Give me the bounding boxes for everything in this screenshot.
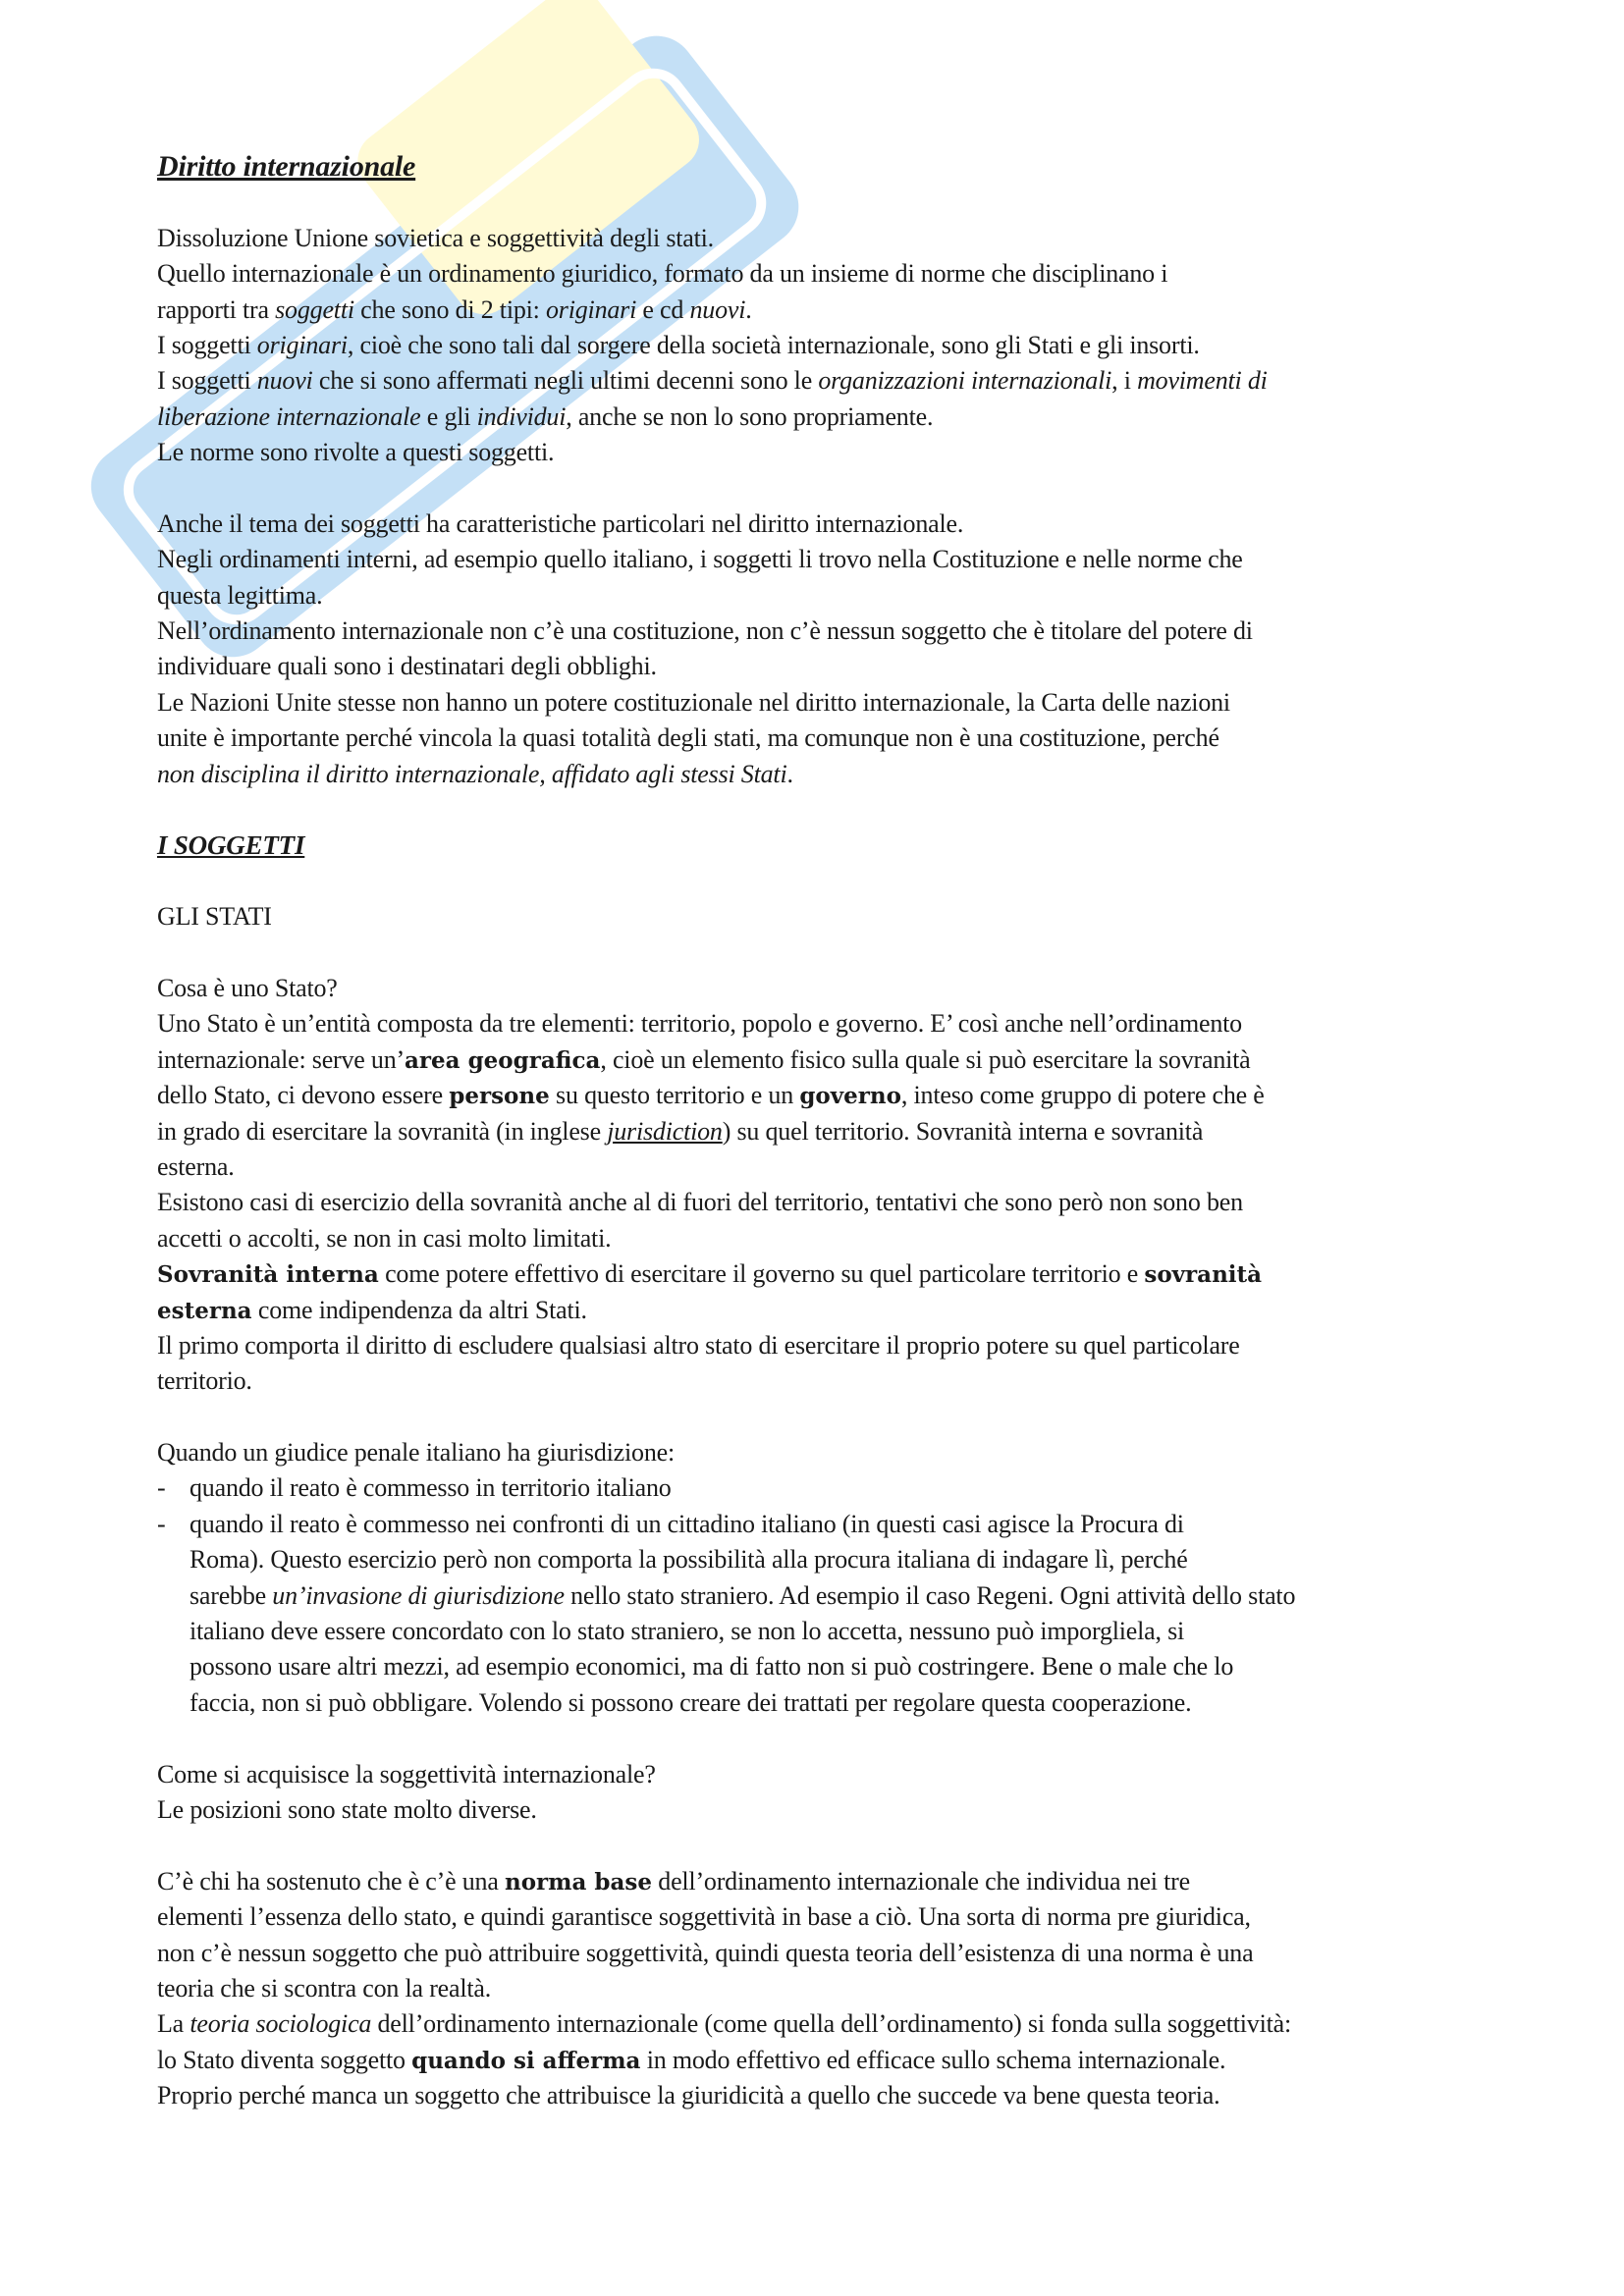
- text-run: unite è importante perché vincola la quasi totalità degli stati, ma comunque non è una costituzione, perché: [157, 723, 1219, 753]
- text-line: [157, 1114, 1532, 1149]
- text-run: e cd: [636, 294, 690, 324]
- text-run: lo Stato diventa soggetto: [157, 2045, 412, 2074]
- text-run: Roma). Questo esercizio però non comporta la possibilità alla procura italiana di indagare lì, perché: [189, 1545, 1188, 1575]
- bullet-dash: -: [157, 1473, 166, 1503]
- text-line: [157, 149, 1532, 185]
- text-run: territorio.: [157, 1366, 252, 1396]
- text-run: esterna: [157, 1297, 252, 1324]
- text-run: dello Stato, ci devono essere: [157, 1081, 450, 1110]
- text-run: dell’ordinamento internazionale (come quella dell’ordinamento) si fonda sulla soggettività:: [371, 2009, 1291, 2039]
- text-run: teoria che si scontra con la realtà.: [157, 1973, 492, 2002]
- text-line: [157, 221, 1532, 256]
- text-run: La: [157, 2009, 190, 2039]
- text-run: sovranità: [1144, 1261, 1263, 1289]
- text-line: [157, 685, 1532, 721]
- text-run: originari: [256, 330, 348, 359]
- text-line: [157, 649, 1532, 684]
- bullet-line: [157, 1470, 1532, 1506]
- text-run: Esistono casi di esercizio della sovranità anche al di fuori del territorio, tentativi che sono però non sono ben: [157, 1188, 1243, 1217]
- text-run: sarebbe: [189, 1580, 273, 1610]
- text-run: nuovi: [256, 366, 313, 396]
- text-run: rapporti tra: [157, 294, 276, 324]
- text-line: [157, 1757, 1532, 1792]
- text-line: [157, 2006, 1532, 2042]
- text-run: come indipendenza da altri Stati.: [251, 1295, 587, 1324]
- text-run: governo: [799, 1083, 901, 1110]
- text-run: elementi l’essenza dello stato, e quindi garantisce soggettività in base a ciò. Una sorta di norma pre giuridica,: [157, 1902, 1251, 1932]
- text-line: [157, 400, 1532, 435]
- text-run: nello stato straniero. Ad esempio il caso Regeni. Ogni attività dello stato: [564, 1580, 1296, 1610]
- blank-line: [157, 1828, 1532, 1863]
- text-run: area geografica: [405, 1046, 601, 1074]
- text-line: [157, 1936, 1532, 1971]
- text-run: possono usare altri mezzi, ad esempio economici, ma di fatto non si può costringere. Bene o male che lo: [189, 1652, 1234, 1682]
- text-line: [157, 363, 1532, 399]
- text-run: non disciplina il diritto internazionale, affidato agli stessi Stati: [157, 759, 787, 788]
- text-run: individuare quali sono i destinatari degli obblighi.: [157, 652, 657, 681]
- blank-line: [157, 1400, 1532, 1435]
- text-line: [157, 293, 1532, 328]
- text-run: Come si acquisisce la soggettività internazionale?: [157, 1759, 656, 1789]
- text-run: accetti o accolti, se non in casi molto limitati.: [157, 1223, 612, 1253]
- text-line: [157, 2043, 1532, 2078]
- text-run: Sovranità interna: [157, 1261, 379, 1289]
- text-line: [157, 1078, 1532, 1113]
- text-run: non c’è nessun soggetto che può attribuire soggettività, quindi questa teoria dell’esistenza di una norma è una: [157, 1938, 1254, 1967]
- text-line: [157, 1293, 1532, 1328]
- blank-line: [157, 471, 1532, 507]
- page-title: Diritto internazionale: [157, 150, 416, 183]
- text-run: nuovi: [689, 294, 746, 324]
- text-run: jurisdiction: [607, 1116, 723, 1146]
- text-run: .: [786, 759, 793, 788]
- text-line: [157, 614, 1532, 649]
- text-run: su questo territorio e un: [549, 1081, 800, 1110]
- section-heading: I SOGGETTI: [157, 830, 305, 861]
- text-run: movimenti di: [1137, 366, 1268, 396]
- text-run: , inteso come gruppo di potere che è: [900, 1081, 1265, 1110]
- text-run: Negli ordinamenti interni, ad esempio quello italiano, i soggetti li trovo nella Costituzione e nelle norme che: [157, 545, 1243, 574]
- text-line: [157, 1185, 1532, 1220]
- document-page: [157, 149, 1532, 2113]
- text-run: norma base: [504, 1868, 652, 1896]
- text-run: Dissoluzione Unione sovietica e soggettività degli stati.: [157, 223, 714, 252]
- blank-line: [157, 864, 1532, 899]
- text-run: in grado di esercitare la sovranità (in inglese: [157, 1116, 608, 1146]
- text-run: individui: [476, 401, 567, 431]
- text-run: faccia, non si può obbligare. Volendo si possono creare dei trattati per regolare questa cooperazione.: [189, 1687, 1192, 1717]
- text-run: Le norme sono rivolte a questi soggetti.: [157, 438, 555, 467]
- text-run: persone: [449, 1083, 550, 1110]
- bullet-line: [157, 1614, 1532, 1649]
- text-run: soggetti: [275, 294, 354, 324]
- text-line: [157, 971, 1532, 1006]
- text-line: [157, 1042, 1532, 1078]
- text-line: [157, 899, 1532, 934]
- text-run: Proprio perché manca un soggetto che attribuisce la giuridicità a quello che succede va bene questa teoria.: [157, 2081, 1220, 2110]
- bullet-line: [157, 1649, 1532, 1684]
- blank-line: [157, 185, 1532, 220]
- text-line: [157, 1435, 1532, 1470]
- bullet-line: [157, 1542, 1532, 1577]
- text-run: , i: [1111, 366, 1138, 396]
- text-run: quando il reato è commesso in territorio italiano: [189, 1473, 672, 1503]
- text-run: in modo effettivo ed efficace sullo schema internazionale.: [640, 2045, 1226, 2074]
- text-line: [157, 1792, 1532, 1828]
- text-run: C’è chi ha sostenuto che è c’è una: [157, 1866, 505, 1896]
- text-run: che sono di 2 tipi:: [353, 294, 546, 324]
- text-run: GLI STATI: [157, 902, 272, 932]
- text-line: [157, 435, 1532, 470]
- text-run: Uno Stato è un’entità composta da tre elementi: territorio, popolo e governo. E’ così anche nell’ordinamento: [157, 1009, 1242, 1039]
- bullet-line: [157, 1578, 1532, 1614]
- text-run: organizzazioni internazionali: [818, 366, 1112, 396]
- text-run: come potere effettivo di esercitare il governo su quel particolare territorio e: [378, 1259, 1145, 1289]
- text-line: [157, 256, 1532, 292]
- text-run: Nell’ordinamento internazionale non c’è una costituzione, non c’è nessun soggetto che è titolare del potere di: [157, 616, 1253, 646]
- text-line: [157, 757, 1532, 792]
- text-line: [157, 1971, 1532, 2006]
- text-line: [157, 828, 1532, 863]
- text-run: I soggetti: [157, 330, 257, 359]
- text-run: Quando un giudice penale italiano ha giurisdizione:: [157, 1438, 675, 1468]
- text-run: teoria sociologica: [189, 2009, 372, 2039]
- text-run: , cioè che sono tali dal sorgere della società internazionale, sono gli Stati e gli insorti.: [347, 330, 1200, 359]
- text-line: [157, 1899, 1532, 1935]
- text-line: [157, 1221, 1532, 1256]
- text-run: Il primo comporta il diritto di escludere qualsiasi altro stato di esercitare il proprio potere su quel particolare: [157, 1330, 1240, 1360]
- text-run: , cioè un elemento fisico sulla quale si può esercitare la sovranità: [600, 1044, 1251, 1074]
- text-run: Quello internazionale è un ordinamento giuridico, formato da un insieme di norme che disciplinano i: [157, 259, 1168, 289]
- text-line: [157, 1149, 1532, 1185]
- blank-line: [157, 792, 1532, 828]
- text-line: [157, 1363, 1532, 1399]
- text-run: questa legittima.: [157, 580, 323, 610]
- text-line: [157, 1006, 1532, 1041]
- text-run: che si sono affermati negli ultimi decenni sono le: [312, 366, 819, 396]
- text-line: [157, 542, 1532, 577]
- text-run: liberazione internazionale: [157, 401, 421, 431]
- text-line: [157, 328, 1532, 363]
- blank-line: [157, 1721, 1532, 1756]
- text-run: Cosa è uno Stato?: [157, 973, 338, 1002]
- text-run: Le Nazioni Unite stesse non hanno un potere costituzionale nel diritto internazionale, la Carta delle nazioni: [157, 687, 1230, 717]
- text-run: Le posizioni sono state molto diverse.: [157, 1794, 537, 1824]
- text-run: un’invasione di giurisdizione: [272, 1580, 565, 1610]
- text-run: internazionale: serve un’: [157, 1044, 405, 1074]
- bullet-line: [157, 1685, 1532, 1721]
- text-run: Anche il tema dei soggetti ha caratteristiche particolari nel diritto internazionale.: [157, 508, 964, 538]
- text-run: , anche se non lo sono propriamente.: [566, 401, 934, 431]
- text-line: [157, 721, 1532, 756]
- text-run: originari: [546, 294, 637, 324]
- text-run: esterna.: [157, 1151, 235, 1181]
- text-run: e gli: [420, 401, 477, 431]
- text-run: quando si afferma: [411, 2047, 641, 2074]
- text-run: ) su quel territorio. Sovranità interna e sovranità: [722, 1116, 1204, 1146]
- text-run: .: [745, 294, 752, 324]
- bullet-dash: -: [157, 1509, 166, 1538]
- text-line: [157, 1328, 1532, 1363]
- text-run: I soggetti: [157, 366, 257, 396]
- text-line: [157, 1864, 1532, 1899]
- text-line: [157, 507, 1532, 542]
- text-line: [157, 578, 1532, 614]
- text-line: [157, 2078, 1532, 2113]
- bullet-line: [157, 1507, 1532, 1542]
- text-line: [157, 1256, 1532, 1292]
- text-run: dell’ordinamento internazionale che individua nei tre: [651, 1866, 1190, 1896]
- text-run: quando il reato è commesso nei confronti di un cittadino italiano (in questi casi agisce la Procura di: [189, 1509, 1184, 1538]
- blank-line: [157, 935, 1532, 971]
- text-run: italiano deve essere concordato con lo stato straniero, se non lo accetta, nessuno può imporgliela, si: [189, 1617, 1185, 1646]
